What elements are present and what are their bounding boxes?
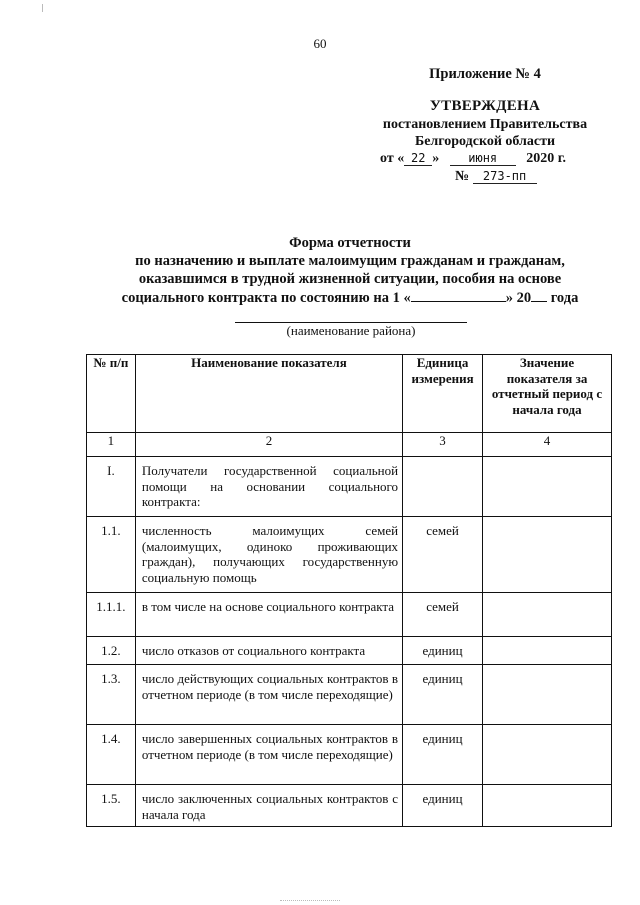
row-value bbox=[483, 457, 612, 517]
date-month: июня bbox=[450, 152, 516, 166]
number-value: 273-пп bbox=[473, 170, 537, 184]
row-number: 1.5. bbox=[101, 791, 121, 806]
date-day: 22 bbox=[404, 152, 432, 166]
row-name: число заключенных социальных контрактов с начала года bbox=[141, 791, 399, 822]
scan-mark bbox=[42, 4, 43, 12]
row-number: 1.1. bbox=[101, 523, 121, 538]
district-label: (наименование района) bbox=[286, 323, 416, 338]
date-year: 2020 г. bbox=[526, 151, 566, 166]
decree-line-2: Белгородской области bbox=[414, 134, 556, 149]
row-number: 1.3. bbox=[101, 671, 121, 686]
header-value: Значение показателя за отчетный период с начала года bbox=[483, 355, 612, 433]
page-number: 60 bbox=[313, 36, 327, 51]
table-row bbox=[87, 637, 612, 665]
column-number: 3 bbox=[403, 433, 483, 457]
row-name: число завершенных социальных контрактов в отчетном периоде (в том числе переходящие) bbox=[141, 731, 399, 762]
table-row bbox=[87, 593, 612, 637]
row-number: 1.2. bbox=[101, 643, 121, 658]
row-unit: единиц bbox=[422, 791, 463, 806]
column-number: 1 bbox=[87, 433, 136, 457]
row-value bbox=[483, 665, 612, 725]
row-value bbox=[483, 725, 612, 785]
table-header-row bbox=[87, 355, 612, 433]
decree-line-1: постановлением Правительства bbox=[382, 117, 588, 132]
row-unit: единиц bbox=[422, 643, 463, 658]
decree-date bbox=[380, 151, 610, 167]
table-row bbox=[87, 725, 612, 785]
column-number: 4 bbox=[483, 433, 612, 457]
row-unit: единиц bbox=[422, 731, 463, 746]
appendix-label: Приложение № 4 bbox=[429, 66, 541, 82]
date-blank bbox=[411, 289, 506, 302]
row-name: число действующих социальных контрактов в отчетном периоде (в том числе переходящие) bbox=[141, 671, 399, 702]
row-name: численность малоимущих семей (малоимущих, одиноко проживающих граждан), получающих государственную социальную помощь bbox=[141, 523, 399, 585]
row-number: I. bbox=[107, 463, 115, 478]
row-name: число отказов от социального контракта bbox=[141, 643, 366, 658]
column-number: 2 bbox=[135, 433, 402, 457]
header-unit: Единица измерения bbox=[403, 355, 483, 433]
date-mid: » bbox=[432, 151, 440, 166]
report-table bbox=[86, 354, 612, 827]
row-unit: семей bbox=[426, 599, 459, 614]
header-no: № п/п bbox=[87, 355, 136, 433]
decree-number bbox=[455, 169, 537, 185]
form-title-line-4: социального контракта по состоянию на 1 « » 20 года bbox=[121, 290, 579, 306]
form-title-line-3: оказавшимся в трудной жизненной ситуации, пособия на основе bbox=[138, 271, 562, 287]
form-title-line-2: по назначению и выплате малоимущим гражданам и гражданам, bbox=[135, 253, 565, 269]
form-title-line-1: Форма отчетности bbox=[289, 235, 411, 251]
row-value bbox=[483, 637, 612, 665]
approved-stamp: УТВЕРЖДЕНА bbox=[429, 98, 541, 114]
table-row bbox=[87, 665, 612, 725]
row-value bbox=[483, 593, 612, 637]
header-name: Наименование показателя bbox=[135, 355, 402, 433]
row-name: Получатели государственной социальной помощи на основании социального контракта: bbox=[141, 463, 399, 509]
date-prefix: от « bbox=[380, 151, 405, 166]
number-prefix: № bbox=[455, 169, 470, 184]
row-unit bbox=[403, 457, 482, 463]
table-row bbox=[87, 517, 612, 593]
row-number: 1.1.1. bbox=[96, 599, 126, 614]
row-value bbox=[483, 785, 612, 827]
row-unit: семей bbox=[426, 523, 459, 538]
year-blank bbox=[531, 289, 547, 302]
row-name: в том числе на основе социального контракта bbox=[141, 599, 395, 614]
row-number: 1.4. bbox=[101, 731, 121, 746]
table-row bbox=[87, 457, 612, 517]
column-number-row bbox=[87, 433, 612, 457]
scan-mark bbox=[280, 900, 340, 902]
row-unit: единиц bbox=[422, 671, 463, 686]
table-row bbox=[87, 785, 612, 827]
row-value bbox=[483, 517, 612, 593]
